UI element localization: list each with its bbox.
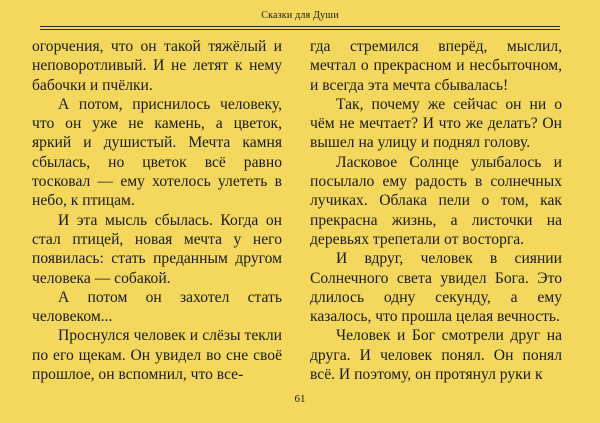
book-title: Сказки для Души	[261, 10, 339, 21]
paragraph: Проснулся человек и слёзы текли по его щекам. Он увидел во сне своё прошлое, он вспомнил, что все-	[32, 327, 282, 384]
page-number: 61	[294, 393, 306, 405]
paragraph: Человек и Бог смотрели друг на друга. И человек понял. Он понял всё. И поэтому, он протянул руки к	[310, 327, 562, 384]
paragraph: гда стремился вперёд, мыслил, мечтал о прекрасном и несбыточном, и всегда эта мечта сбывалась!	[310, 38, 562, 94]
paragraph: И вдруг, человек в сиянии Солнечного света увидел Бога. Это длилось одну секунду, а ему казалось, что прошла целая вечность.	[310, 250, 562, 326]
header-divider	[40, 26, 560, 30]
running-header	[40, 0, 560, 34]
paragraph: А потом он захотел стать человеком...	[32, 288, 282, 326]
paragraph: огорчения, что он такой тяжёлый и неповоротливый. И не летят к нему бабочки и пчёлки.	[32, 38, 282, 94]
left-text-column	[32, 37, 282, 384]
right-text-column	[310, 37, 562, 384]
paragraph: Так, почему же сейчас он ни о чём не мечтает? И что же делать? Он вышел на улицу и поднял голову.	[310, 95, 562, 152]
paragraph: А потом, приснилось человеку, что он уже не камень, а цветок, яркий и душистый. Мечта камня сбылась, но цветок всё равно тосковал — ему хотелось улететь в небо, к птицам.	[32, 95, 282, 210]
paragraph: И эта мысль сбылась. Когда он стал птицей, новая мечта у него появилась: стать преданным другом человека — собакой.	[32, 211, 282, 287]
paragraph: Ласковое Солнце улыбалось и посылало ему радость в солнечных лучиках. Облака пели о том, как прекрасна жизнь, а листочки на деревьях трепетали от восторга.	[310, 153, 562, 248]
